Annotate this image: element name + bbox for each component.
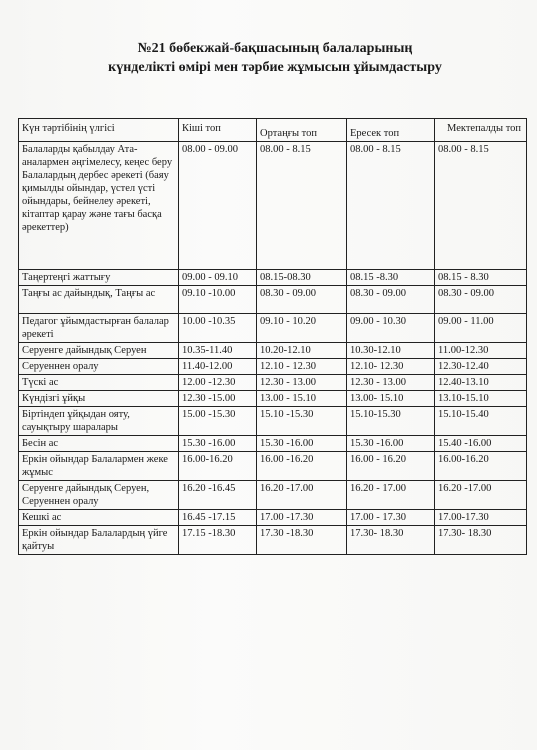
cell-preschool-time: 17.30- 18.30 bbox=[435, 526, 527, 555]
cell-middle-time: 15.30 -16.00 bbox=[257, 436, 347, 452]
table-row bbox=[19, 343, 527, 359]
table-row bbox=[19, 142, 527, 270]
cell-activity: Түскі ас bbox=[19, 375, 179, 391]
cell-junior-time: 17.15 -18.30 bbox=[179, 526, 257, 555]
cell-preschool-time: 08.15 - 8.30 bbox=[435, 270, 527, 286]
cell-junior-time: 12.00 -12.30 bbox=[179, 375, 257, 391]
table-row bbox=[19, 375, 527, 391]
cell-junior-time: 16.00-16.20 bbox=[179, 452, 257, 481]
cell-activity: Серуенге дайындық Серуен bbox=[19, 343, 179, 359]
cell-senior-time: 08.15 -8.30 bbox=[347, 270, 435, 286]
cell-junior-time: 10.00 -10.35 bbox=[179, 314, 257, 343]
cell-middle-time: 08.30 - 09.00 bbox=[257, 286, 347, 314]
cell-senior-time: 08.00 - 8.15 bbox=[347, 142, 435, 270]
cell-senior-time: 08.30 - 09.00 bbox=[347, 286, 435, 314]
cell-junior-time: 16.45 -17.15 bbox=[179, 510, 257, 526]
cell-preschool-time: 16.20 -17.00 bbox=[435, 481, 527, 510]
cell-preschool-time: 15.10-15.40 bbox=[435, 407, 527, 436]
cell-junior-time: 16.20 -16.45 bbox=[179, 481, 257, 510]
cell-preschool-time: 12.40-13.10 bbox=[435, 375, 527, 391]
cell-middle-time: 10.20-12.10 bbox=[257, 343, 347, 359]
cell-senior-time: 16.00 - 16.20 bbox=[347, 452, 435, 481]
cell-activity: Күндізгі ұйқы bbox=[19, 391, 179, 407]
table-row bbox=[19, 436, 527, 452]
cell-senior-time: 15.30 -16.00 bbox=[347, 436, 435, 452]
column-header-preschool: Мектепалды топ bbox=[435, 119, 527, 142]
schedule-table-body bbox=[19, 142, 527, 555]
cell-preschool-time: 11.00-12.30 bbox=[435, 343, 527, 359]
cell-junior-time: 15.30 -16.00 bbox=[179, 436, 257, 452]
cell-middle-time: 16.00 -16.20 bbox=[257, 452, 347, 481]
cell-preschool-time: 13.10-15.10 bbox=[435, 391, 527, 407]
table-row bbox=[19, 510, 527, 526]
cell-preschool-time: 12.30-12.40 bbox=[435, 359, 527, 375]
cell-preschool-time: 09.00 - 11.00 bbox=[435, 314, 527, 343]
cell-preschool-time: 08.00 - 8.15 bbox=[435, 142, 527, 270]
column-header-senior: Ересек топ bbox=[347, 119, 435, 142]
cell-preschool-time: 17.00-17.30 bbox=[435, 510, 527, 526]
cell-activity: Серуеннен оралу bbox=[19, 359, 179, 375]
table-row bbox=[19, 407, 527, 436]
cell-senior-time: 13.00- 15.10 bbox=[347, 391, 435, 407]
table-row bbox=[19, 286, 527, 314]
cell-middle-time: 09.10 - 10.20 bbox=[257, 314, 347, 343]
cell-activity: Біртіндеп ұйқыдан ояту, сауықтыру шаралары bbox=[19, 407, 179, 436]
cell-activity: Еркін ойындар Балалармен жеке жұмыс bbox=[19, 452, 179, 481]
cell-middle-time: 17.30 -18.30 bbox=[257, 526, 347, 555]
cell-activity: Педагог ұйымдастырған балалар әрекеті bbox=[19, 314, 179, 343]
table-row bbox=[19, 270, 527, 286]
cell-activity: Бесін ас bbox=[19, 436, 179, 452]
cell-preschool-time: 08.30 - 09.00 bbox=[435, 286, 527, 314]
table-row bbox=[19, 481, 527, 510]
table-row bbox=[19, 359, 527, 375]
schedule-table bbox=[18, 118, 527, 555]
table-row bbox=[19, 452, 527, 481]
document-title-line1: №21 бөбекжай-бақшасының балаларының bbox=[137, 41, 413, 56]
cell-middle-time: 13.00 - 15.10 bbox=[257, 391, 347, 407]
cell-middle-time: 15.10 -15.30 bbox=[257, 407, 347, 436]
table-row bbox=[19, 526, 527, 555]
cell-junior-time: 08.00 - 09.00 bbox=[179, 142, 257, 270]
column-header-middle: Ортаңғы топ bbox=[257, 119, 347, 142]
cell-activity: Таңертеңгі жаттығу bbox=[19, 270, 179, 286]
document-title-line2: күнделікті өмірі мен тәрбие жұмысын ұйымдастыру bbox=[108, 60, 442, 75]
cell-middle-time: 12.30 - 13.00 bbox=[257, 375, 347, 391]
cell-preschool-time: 15.40 -16.00 bbox=[435, 436, 527, 452]
cell-senior-time: 15.10-15.30 bbox=[347, 407, 435, 436]
table-row bbox=[19, 391, 527, 407]
cell-senior-time: 10.30-12.10 bbox=[347, 343, 435, 359]
cell-activity: Серуенге дайындық Серуен, Серуеннен оралу bbox=[19, 481, 179, 510]
cell-middle-time: 17.00 -17.30 bbox=[257, 510, 347, 526]
table-header-row bbox=[19, 119, 527, 142]
cell-senior-time: 16.20 - 17.00 bbox=[347, 481, 435, 510]
cell-junior-time: 12.30 -15.00 bbox=[179, 391, 257, 407]
cell-senior-time: 17.30- 18.30 bbox=[347, 526, 435, 555]
cell-middle-time: 08.15-08.30 bbox=[257, 270, 347, 286]
cell-junior-time: 15.00 -15.30 bbox=[179, 407, 257, 436]
cell-senior-time: 17.00 - 17.30 bbox=[347, 510, 435, 526]
cell-activity: Еркін ойындар Балалардың үйге қайтуы bbox=[19, 526, 179, 555]
cell-activity: Кешкі ас bbox=[19, 510, 179, 526]
cell-middle-time: 12.10 - 12.30 bbox=[257, 359, 347, 375]
cell-senior-time: 12.30 - 13.00 bbox=[347, 375, 435, 391]
column-header-junior: Кіші топ bbox=[179, 119, 257, 142]
cell-junior-time: 09.00 - 09.10 bbox=[179, 270, 257, 286]
cell-senior-time: 12.10- 12.30 bbox=[347, 359, 435, 375]
cell-preschool-time: 16.00-16.20 bbox=[435, 452, 527, 481]
cell-junior-time: 10.35-11.40 bbox=[179, 343, 257, 359]
cell-middle-time: 16.20 -17.00 bbox=[257, 481, 347, 510]
column-header-activity: Күн тәртібінің үлгісі bbox=[19, 119, 179, 142]
cell-activity: Балаларды қабылдау Ата-аналармен әңгімелесу, кеңес беру Балалардың дербес әрекеті (баяу қимылды ойындар, үстел үсті ойындары, бейнелеу әрекеті, кітаптар қарау және тағы басқа әрекеттер) bbox=[19, 142, 179, 270]
cell-junior-time: 11.40-12.00 bbox=[179, 359, 257, 375]
cell-senior-time: 09.00 - 10.30 bbox=[347, 314, 435, 343]
table-row bbox=[19, 314, 527, 343]
cell-middle-time: 08.00 - 8.15 bbox=[257, 142, 347, 270]
cell-activity: Таңғы ас дайындық, Таңғы ас bbox=[19, 286, 179, 314]
cell-junior-time: 09.10 -10.00 bbox=[179, 286, 257, 314]
